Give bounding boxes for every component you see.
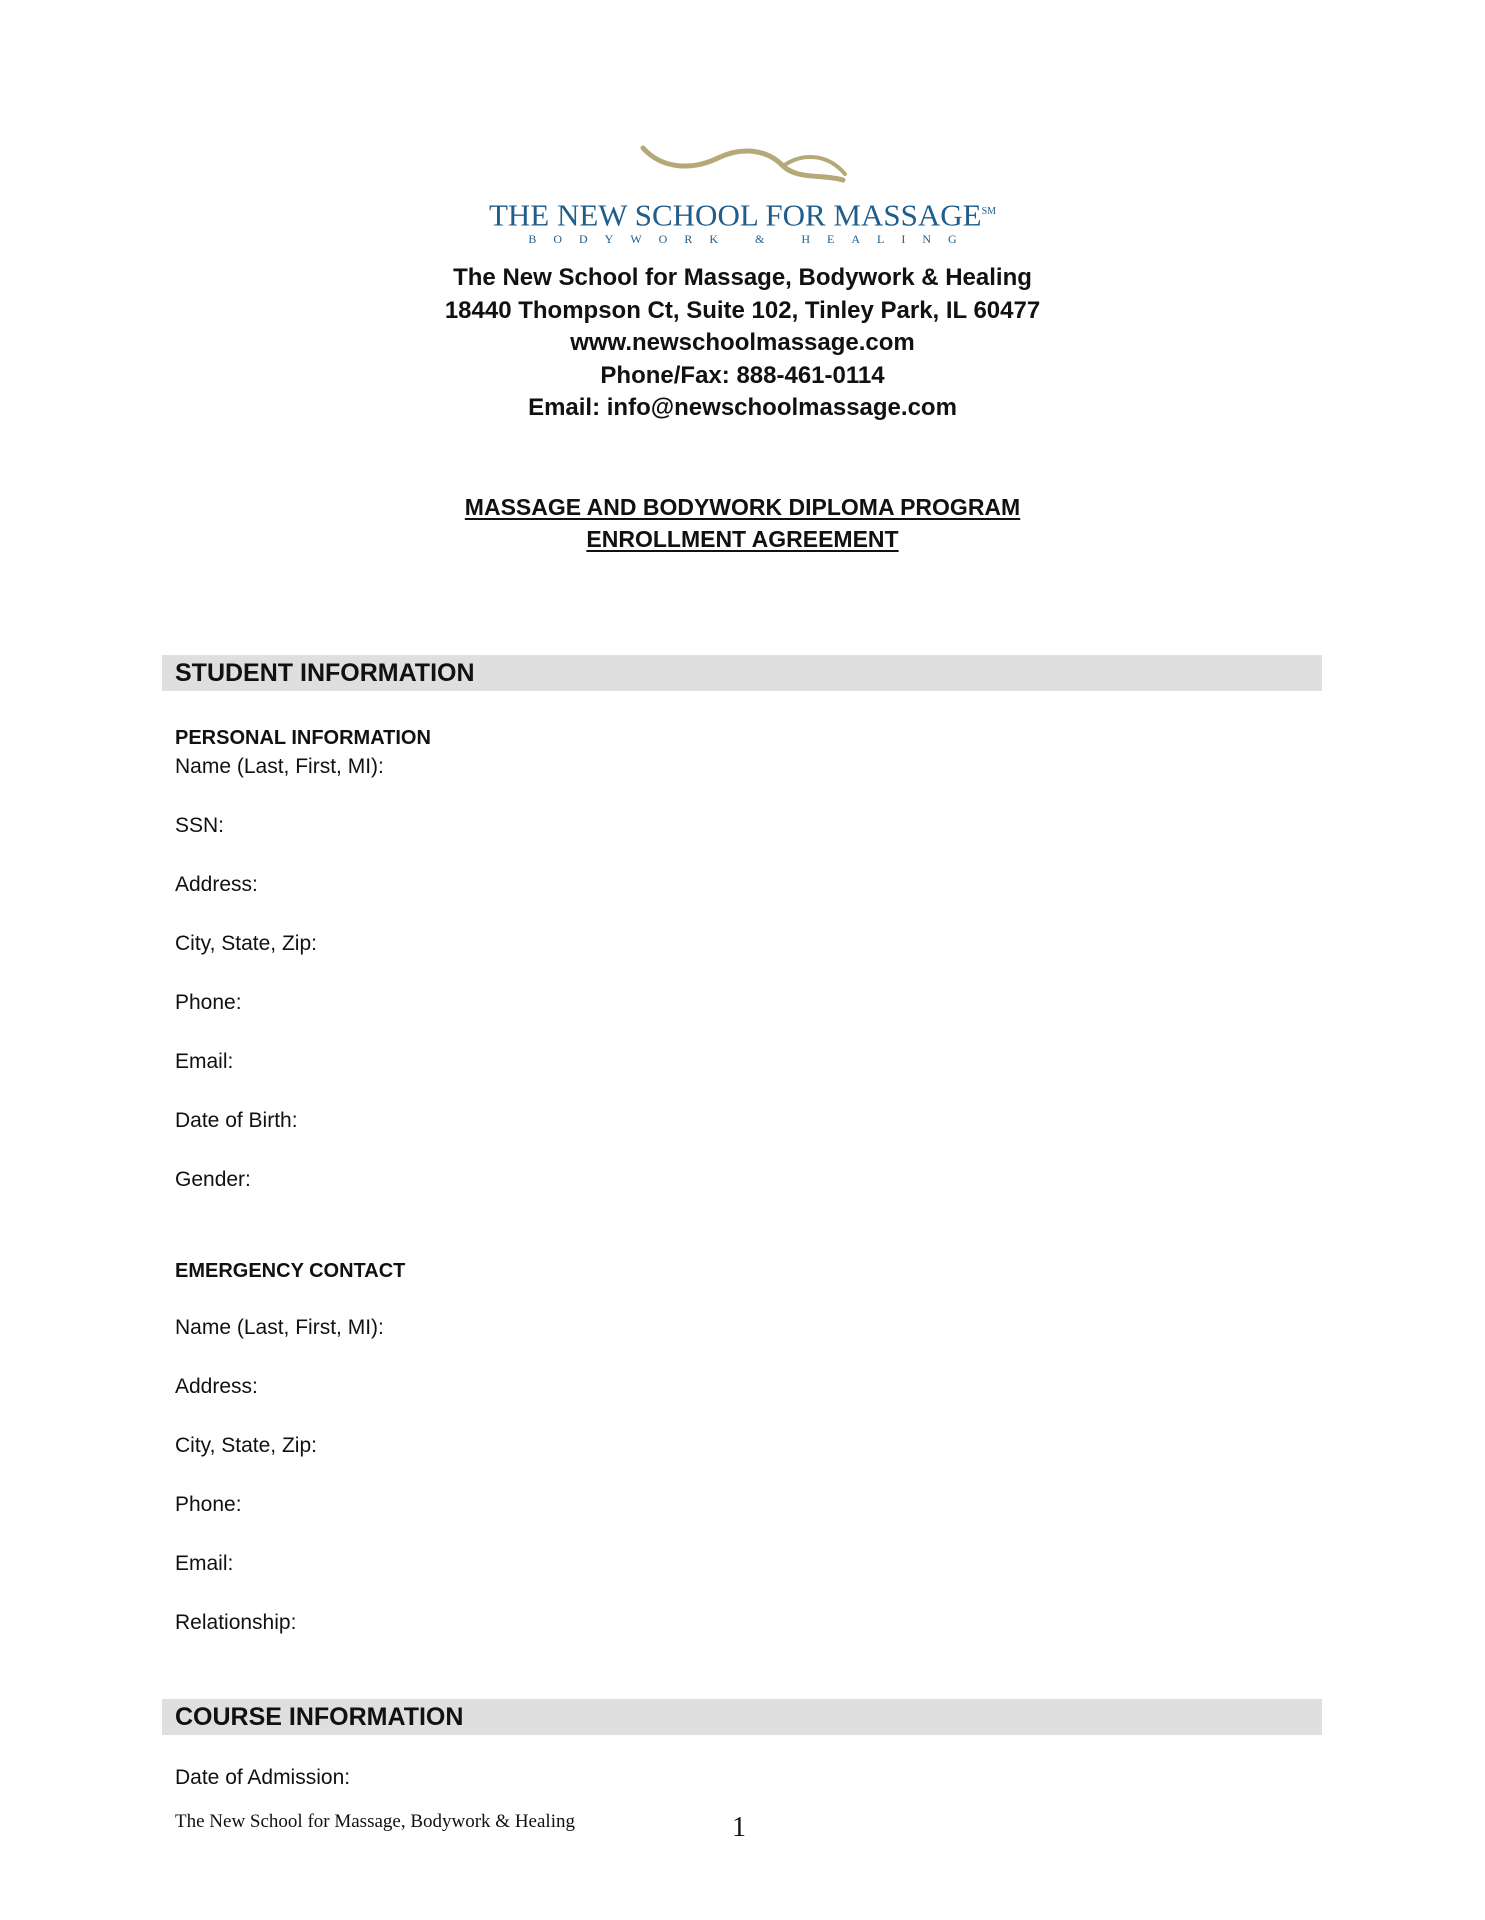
field-date-of-admission: Date of Admission:	[175, 1766, 351, 1789]
emergency-field-phone: Phone:	[175, 1493, 242, 1516]
logo-name: THE NEW SCHOOL FOR MASSAGE℠	[488, 197, 997, 233]
emergency-field-address: Address:	[175, 1375, 258, 1398]
field-city-state-zip: City, State, Zip:	[175, 932, 317, 955]
emergency-contact-heading: EMERGENCY CONTACT	[175, 1260, 406, 1282]
page-number: 1	[732, 1812, 746, 1843]
field-gender: Gender:	[175, 1168, 251, 1191]
footer-school-name: The New School for Massage, Bodywork & Healing	[175, 1811, 575, 1832]
school-website: www.newschoolmassage.com	[570, 329, 915, 356]
wave-logo-icon	[633, 140, 853, 190]
title-line-1: MASSAGE AND BODYWORK DIPLOMA PROGRAM	[464, 494, 1021, 520]
personal-information-heading: PERSONAL INFORMATION	[175, 727, 431, 749]
title-line-2: ENROLLMENT AGREEMENT	[586, 526, 899, 552]
school-contact-header	[0, 262, 1485, 425]
emergency-field-city-state-zip: City, State, Zip:	[175, 1434, 317, 1457]
field-phone: Phone:	[175, 991, 242, 1014]
field-address: Address:	[175, 873, 258, 896]
school-name: The New School for Massage, Bodywork & Healing	[453, 264, 1032, 291]
field-name: Name (Last, First, MI):	[175, 755, 384, 778]
logo-tagline: BODYWORK & HEALING	[528, 232, 974, 247]
document-title	[0, 491, 1485, 555]
field-email: Email:	[175, 1050, 234, 1073]
school-address: 18440 Thompson Ct, Suite 102, Tinley Park, IL 60477	[444, 296, 1041, 324]
school-phone-fax: Phone/Fax: 888-461-0114	[600, 361, 885, 389]
section-course-information: COURSE INFORMATION	[162, 1699, 1322, 1735]
school-email: Email: info@newschoolmassage.com	[528, 394, 957, 421]
service-mark: SM	[981, 206, 997, 217]
section-student-information: STUDENT INFORMATION	[162, 655, 1322, 691]
field-ssn: SSN:	[175, 814, 225, 837]
field-date-of-birth: Date of Birth:	[175, 1109, 298, 1132]
school-logo	[0, 140, 1485, 247]
emergency-field-email: Email:	[175, 1552, 234, 1575]
emergency-field-name: Name (Last, First, MI):	[175, 1316, 384, 1339]
emergency-field-relationship: Relationship:	[175, 1611, 297, 1634]
